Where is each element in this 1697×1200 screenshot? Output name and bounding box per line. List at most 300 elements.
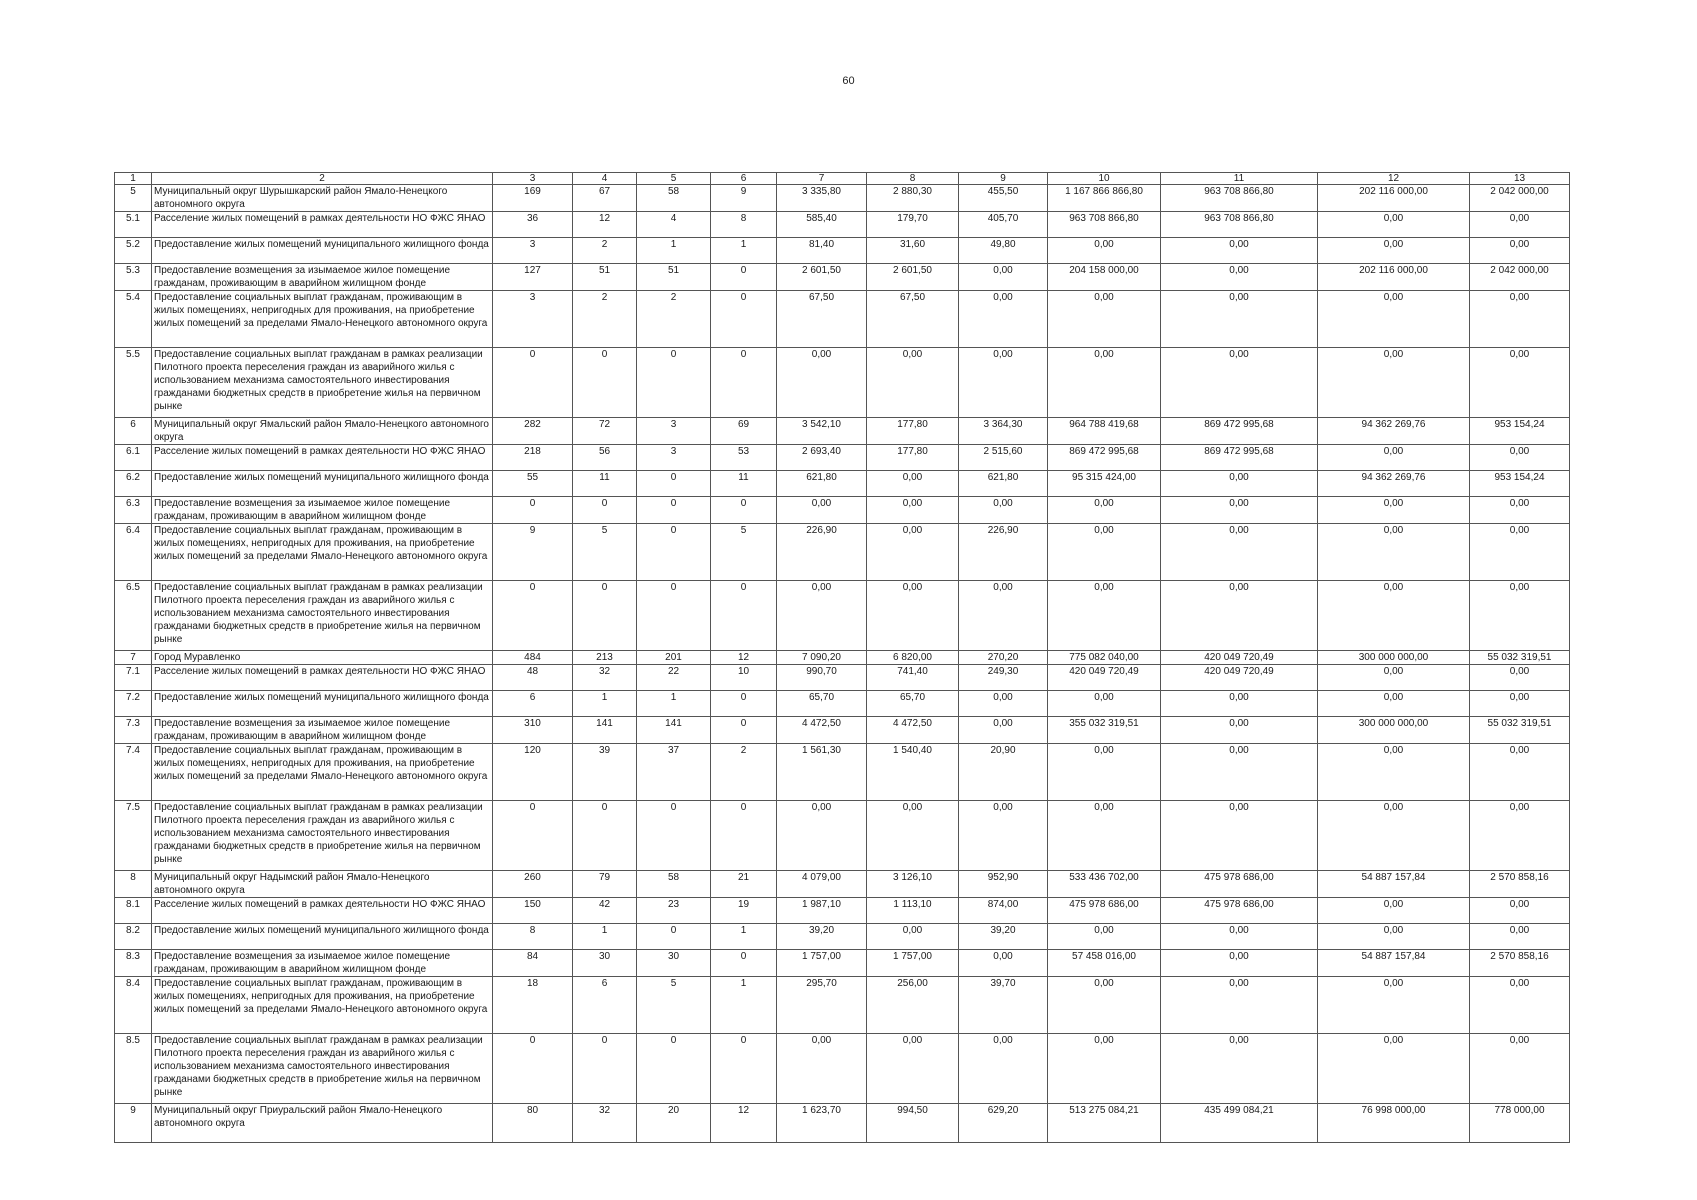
value-cell-col-7: 7 090,20 [777, 651, 867, 665]
value-cell-col-9: 3 364,30 [959, 418, 1048, 445]
table-row [115, 691, 1570, 717]
row-number-cell: 5.5 [115, 348, 152, 418]
description-cell: Предоставление социальных выплат гражданам в рамках реализации Пилотного проекта переселения граждан из аварийного жилья с использованием механизма самостоятельного инвестирования гражданами бюджетных средств в приобретение жилья на первичном рынке [152, 1034, 493, 1104]
value-cell-col-8: 2 880,30 [867, 185, 959, 212]
value-cell-col-6: 0 [711, 1034, 777, 1104]
description-cell: Расселение жилых помещений в рамках деятельности НО ФЖС ЯНАО [152, 212, 493, 238]
value-cell-col-9: 405,70 [959, 212, 1048, 238]
value-cell-col-13: 0,00 [1470, 977, 1570, 1034]
value-cell-col-5: 23 [637, 898, 711, 924]
value-cell-col-12: 0,00 [1318, 212, 1470, 238]
value-cell-col-5: 0 [637, 1034, 711, 1104]
value-cell-col-6: 1 [711, 924, 777, 950]
value-cell-col-11: 0,00 [1161, 291, 1318, 348]
value-cell-col-10: 0,00 [1048, 524, 1161, 581]
value-cell-col-4: 32 [573, 1104, 637, 1143]
value-cell-col-11: 0,00 [1161, 348, 1318, 418]
description-cell: Предоставление социальных выплат гражданам, проживающим в жилых помещениях, непригодных для проживания, на приобретение жилых помещений за пределами Ямало-Ненецкого автономного округа [152, 291, 493, 348]
value-cell-col-6: 19 [711, 898, 777, 924]
resettlement-table [114, 172, 1570, 1143]
value-cell-col-8: 177,80 [867, 418, 959, 445]
table-header-row [115, 173, 1570, 185]
value-cell-col-12: 202 116 000,00 [1318, 185, 1470, 212]
value-cell-col-12: 0,00 [1318, 744, 1470, 801]
description-cell: Предоставление жилых помещений муниципального жилищного фонда [152, 691, 493, 717]
row-number-cell: 9 [115, 1104, 152, 1143]
table-row [115, 977, 1570, 1034]
value-cell-col-12: 300 000 000,00 [1318, 717, 1470, 744]
value-cell-col-11: 963 708 866,80 [1161, 185, 1318, 212]
value-cell-col-10: 10 [1048, 173, 1161, 185]
value-cell-col-4: 30 [573, 950, 637, 977]
value-cell-col-4: 67 [573, 185, 637, 212]
description-cell: Предоставление социальных выплат гражданам, проживающим в жилых помещениях, непригодных для проживания, на приобретение жилых помещений за пределами Ямало-Ненецкого автономного округа [152, 744, 493, 801]
value-cell-col-5: 3 [637, 418, 711, 445]
table-row [115, 924, 1570, 950]
value-cell-col-9: 226,90 [959, 524, 1048, 581]
description-cell: Предоставление возмещения за изымаемое жилое помещение гражданам, проживающим в аварийном жилищном фонде [152, 264, 493, 291]
value-cell-col-3: 3 [493, 173, 573, 185]
value-cell-col-6: 0 [711, 264, 777, 291]
description-cell: Предоставление возмещения за изымаемое жилое помещение гражданам, проживающим в аварийном жилищном фонде [152, 717, 493, 744]
row-number-cell: 6.3 [115, 497, 152, 524]
value-cell-col-4: 5 [573, 524, 637, 581]
value-cell-col-10: 0,00 [1048, 291, 1161, 348]
value-cell-col-5: 0 [637, 524, 711, 581]
value-cell-col-9: 455,50 [959, 185, 1048, 212]
table-row [115, 238, 1570, 264]
table-row [115, 898, 1570, 924]
value-cell-col-3: 84 [493, 950, 573, 977]
value-cell-col-5: 2 [637, 291, 711, 348]
row-number-cell: 8 [115, 871, 152, 898]
value-cell-col-7: 1 561,30 [777, 744, 867, 801]
table-body [115, 173, 1570, 1143]
value-cell-col-6: 0 [711, 717, 777, 744]
value-cell-col-9: 629,20 [959, 1104, 1048, 1143]
value-cell-col-5: 51 [637, 264, 711, 291]
value-cell-col-6: 6 [711, 173, 777, 185]
description-cell: Муниципальный округ Надымский район Ямало-Ненецкого автономного округа [152, 871, 493, 898]
row-number-cell: 5.2 [115, 238, 152, 264]
value-cell-col-13: 953 154,24 [1470, 418, 1570, 445]
value-cell-col-13: 0,00 [1470, 898, 1570, 924]
table-row [115, 871, 1570, 898]
value-cell-col-10: 0,00 [1048, 348, 1161, 418]
value-cell-col-9: 0,00 [959, 1034, 1048, 1104]
value-cell-col-13: 2 042 000,00 [1470, 264, 1570, 291]
value-cell-col-12: 0,00 [1318, 691, 1470, 717]
value-cell-col-8: 0,00 [867, 471, 959, 497]
description-cell: Предоставление социальных выплат гражданам, проживающим в жилых помещениях, непригодных для проживания, на приобретение жилых помещений за пределами Ямало-Ненецкого автономного округа [152, 524, 493, 581]
value-cell-col-11: 435 499 084,21 [1161, 1104, 1318, 1143]
value-cell-col-4: 72 [573, 418, 637, 445]
value-cell-col-4: 42 [573, 898, 637, 924]
value-cell-col-12: 0,00 [1318, 924, 1470, 950]
value-cell-col-3: 310 [493, 717, 573, 744]
value-cell-col-9: 874,00 [959, 898, 1048, 924]
value-cell-col-4: 79 [573, 871, 637, 898]
value-cell-col-5: 1 [637, 691, 711, 717]
value-cell-col-13: 55 032 319,51 [1470, 651, 1570, 665]
row-number-cell: 7 [115, 651, 152, 665]
value-cell-col-9: 0,00 [959, 717, 1048, 744]
value-cell-col-6: 0 [711, 581, 777, 651]
value-cell-col-8: 4 472,50 [867, 717, 959, 744]
value-cell-col-6: 0 [711, 348, 777, 418]
value-cell-col-6: 1 [711, 977, 777, 1034]
value-cell-col-3: 3 [493, 238, 573, 264]
value-cell-col-9: 0,00 [959, 801, 1048, 871]
value-cell-col-3: 9 [493, 524, 573, 581]
value-cell-col-13: 0,00 [1470, 665, 1570, 691]
value-cell-col-11: 0,00 [1161, 497, 1318, 524]
value-cell-col-11: 475 978 686,00 [1161, 871, 1318, 898]
value-cell-col-3: 282 [493, 418, 573, 445]
value-cell-col-7: 1 757,00 [777, 950, 867, 977]
value-cell-col-11: 0,00 [1161, 977, 1318, 1034]
table-row [115, 651, 1570, 665]
value-cell-col-10: 95 315 424,00 [1048, 471, 1161, 497]
value-cell-col-8: 994,50 [867, 1104, 959, 1143]
value-cell-col-6: 12 [711, 651, 777, 665]
value-cell-col-7: 0,00 [777, 581, 867, 651]
value-cell-col-4: 32 [573, 665, 637, 691]
value-cell-col-7: 39,20 [777, 924, 867, 950]
value-cell-col-12: 0,00 [1318, 977, 1470, 1034]
value-cell-col-11: 420 049 720,49 [1161, 665, 1318, 691]
value-cell-col-7: 990,70 [777, 665, 867, 691]
value-cell-col-8: 1 540,40 [867, 744, 959, 801]
value-cell-col-11: 0,00 [1161, 691, 1318, 717]
value-cell-col-11: 0,00 [1161, 744, 1318, 801]
value-cell-col-8: 2 601,50 [867, 264, 959, 291]
value-cell-col-13: 0,00 [1470, 744, 1570, 801]
value-cell-col-3: 8 [493, 924, 573, 950]
value-cell-col-7: 2 601,50 [777, 264, 867, 291]
table-row [115, 665, 1570, 691]
value-cell-col-8: 0,00 [867, 524, 959, 581]
table-row [115, 524, 1570, 581]
value-cell-col-3: 127 [493, 264, 573, 291]
value-cell-col-5: 22 [637, 665, 711, 691]
value-cell-col-7: 67,50 [777, 291, 867, 348]
value-cell-col-12: 0,00 [1318, 665, 1470, 691]
value-cell-col-8: 0,00 [867, 348, 959, 418]
value-cell-col-5: 30 [637, 950, 711, 977]
page-number: 60 [842, 75, 855, 87]
value-cell-col-9: 39,70 [959, 977, 1048, 1034]
value-cell-col-3: 150 [493, 898, 573, 924]
value-cell-col-12: 0,00 [1318, 1034, 1470, 1104]
value-cell-col-6: 0 [711, 497, 777, 524]
value-cell-col-6: 8 [711, 212, 777, 238]
value-cell-col-8: 177,80 [867, 445, 959, 471]
value-cell-col-5: 0 [637, 348, 711, 418]
value-cell-col-10: 355 032 319,51 [1048, 717, 1161, 744]
value-cell-col-4: 1 [573, 691, 637, 717]
value-cell-col-3: 0 [493, 1034, 573, 1104]
table-row [115, 950, 1570, 977]
value-cell-col-10: 475 978 686,00 [1048, 898, 1161, 924]
value-cell-col-5: 5 [637, 173, 711, 185]
value-cell-col-12: 0,00 [1318, 898, 1470, 924]
description-cell: Предоставление жилых помещений муниципального жилищного фонда [152, 471, 493, 497]
value-cell-col-9: 249,30 [959, 665, 1048, 691]
row-number-cell: 7.1 [115, 665, 152, 691]
value-cell-col-3: 218 [493, 445, 573, 471]
value-cell-col-13: 0,00 [1470, 348, 1570, 418]
value-cell-col-8: 1 113,10 [867, 898, 959, 924]
value-cell-col-8: 0,00 [867, 581, 959, 651]
row-number-cell: 5.3 [115, 264, 152, 291]
value-cell-col-4: 213 [573, 651, 637, 665]
value-cell-col-7: 1 623,70 [777, 1104, 867, 1143]
description-cell: Расселение жилых помещений в рамках деятельности НО ФЖС ЯНАО [152, 898, 493, 924]
value-cell-col-4: 39 [573, 744, 637, 801]
value-cell-col-13: 0,00 [1470, 1034, 1570, 1104]
value-cell-col-4: 1 [573, 924, 637, 950]
value-cell-col-12: 0,00 [1318, 801, 1470, 871]
value-cell-col-7: 4 472,50 [777, 717, 867, 744]
description-cell: Предоставление социальных выплат гражданам в рамках реализации Пилотного проекта переселения граждан из аварийного жилья с использованием механизма самостоятельного инвестирования гражданами бюджетных средств в приобретение жилья на первичном рынке [152, 801, 493, 871]
value-cell-col-6: 12 [711, 1104, 777, 1143]
value-cell-col-6: 21 [711, 871, 777, 898]
value-cell-col-3: 6 [493, 691, 573, 717]
value-cell-col-7: 3 335,80 [777, 185, 867, 212]
value-cell-col-11: 0,00 [1161, 717, 1318, 744]
value-cell-col-6: 69 [711, 418, 777, 445]
value-cell-col-5: 141 [637, 717, 711, 744]
value-cell-col-10: 0,00 [1048, 801, 1161, 871]
table-row [115, 291, 1570, 348]
value-cell-col-3: 260 [493, 871, 573, 898]
value-cell-col-10: 420 049 720,49 [1048, 665, 1161, 691]
value-cell-col-3: 484 [493, 651, 573, 665]
value-cell-col-13: 0,00 [1470, 801, 1570, 871]
value-cell-col-6: 53 [711, 445, 777, 471]
value-cell-col-4: 51 [573, 264, 637, 291]
value-cell-col-10: 0,00 [1048, 744, 1161, 801]
value-cell-col-8: 0,00 [867, 1034, 959, 1104]
value-cell-col-9: 0,00 [959, 691, 1048, 717]
value-cell-col-7: 0,00 [777, 1034, 867, 1104]
value-cell-col-7: 0,00 [777, 497, 867, 524]
value-cell-col-13: 2 570 858,16 [1470, 950, 1570, 977]
value-cell-col-12: 94 362 269,76 [1318, 471, 1470, 497]
value-cell-col-7: 65,70 [777, 691, 867, 717]
value-cell-col-8: 256,00 [867, 977, 959, 1034]
value-cell-col-3: 3 [493, 291, 573, 348]
value-cell-col-8: 67,50 [867, 291, 959, 348]
value-cell-col-6: 9 [711, 185, 777, 212]
row-number-cell: 6.5 [115, 581, 152, 651]
value-cell-col-6: 0 [711, 691, 777, 717]
value-cell-col-3: 18 [493, 977, 573, 1034]
value-cell-col-5: 20 [637, 1104, 711, 1143]
value-cell-col-7: 585,40 [777, 212, 867, 238]
value-cell-col-13: 953 154,24 [1470, 471, 1570, 497]
description-cell: Муниципальный округ Приуральский район Ямало-Ненецкого автономного округа [152, 1104, 493, 1143]
value-cell-col-13: 0,00 [1470, 524, 1570, 581]
value-cell-col-9: 621,80 [959, 471, 1048, 497]
value-cell-col-6: 2 [711, 744, 777, 801]
row-number-cell: 6.1 [115, 445, 152, 471]
value-cell-col-11: 0,00 [1161, 801, 1318, 871]
value-cell-col-12: 0,00 [1318, 238, 1470, 264]
value-cell-col-13: 0,00 [1470, 445, 1570, 471]
value-cell-col-6: 0 [711, 950, 777, 977]
value-cell-col-7: 2 693,40 [777, 445, 867, 471]
value-cell-col-9: 0,00 [959, 950, 1048, 977]
description-cell: Предоставление социальных выплат гражданам в рамках реализации Пилотного проекта переселения граждан из аварийного жилья с использованием механизма самостоятельного инвестирования гражданами бюджетных средств в приобретение жилья на первичном рынке [152, 581, 493, 651]
value-cell-col-6: 1 [711, 238, 777, 264]
value-cell-col-3: 55 [493, 471, 573, 497]
value-cell-col-6: 0 [711, 801, 777, 871]
description-cell: Предоставление социальных выплат гражданам в рамках реализации Пилотного проекта переселения граждан из аварийного жилья с использованием механизма самостоятельного инвестирования гражданами бюджетных средств в приобретение жилья на первичном рынке [152, 348, 493, 418]
table-row [115, 717, 1570, 744]
description-cell: Муниципальный округ Ямальский район Ямало-Ненецкого автономного округа [152, 418, 493, 445]
value-cell-col-11: 475 978 686,00 [1161, 898, 1318, 924]
value-cell-col-4: 0 [573, 497, 637, 524]
value-cell-col-9: 20,90 [959, 744, 1048, 801]
value-cell-col-10: 964 788 419,68 [1048, 418, 1161, 445]
row-number-cell: 8.2 [115, 924, 152, 950]
value-cell-col-5: 1 [637, 238, 711, 264]
value-cell-col-9: 0,00 [959, 497, 1048, 524]
value-cell-col-12: 0,00 [1318, 445, 1470, 471]
value-cell-col-8: 0,00 [867, 497, 959, 524]
value-cell-col-4: 12 [573, 212, 637, 238]
value-cell-col-12: 0,00 [1318, 497, 1470, 524]
value-cell-col-13: 0,00 [1470, 497, 1570, 524]
row-number-cell: 5 [115, 185, 152, 212]
value-cell-col-7: 81,40 [777, 238, 867, 264]
value-cell-col-7: 621,80 [777, 471, 867, 497]
value-cell-col-8: 0,00 [867, 924, 959, 950]
value-cell-col-13: 13 [1470, 173, 1570, 185]
value-cell-col-12: 300 000 000,00 [1318, 651, 1470, 665]
value-cell-col-13: 0,00 [1470, 238, 1570, 264]
value-cell-col-3: 48 [493, 665, 573, 691]
value-cell-col-5: 58 [637, 871, 711, 898]
value-cell-col-10: 0,00 [1048, 497, 1161, 524]
value-cell-col-9: 0,00 [959, 264, 1048, 291]
value-cell-col-10: 533 436 702,00 [1048, 871, 1161, 898]
value-cell-col-3: 0 [493, 497, 573, 524]
value-cell-col-4: 11 [573, 471, 637, 497]
value-cell-col-4: 0 [573, 1034, 637, 1104]
value-cell-col-5: 0 [637, 924, 711, 950]
value-cell-col-10: 963 708 866,80 [1048, 212, 1161, 238]
value-cell-col-5: 37 [637, 744, 711, 801]
table-row [115, 212, 1570, 238]
value-cell-col-10: 0,00 [1048, 691, 1161, 717]
value-cell-col-9: 0,00 [959, 348, 1048, 418]
row-number-cell: 7.4 [115, 744, 152, 801]
value-cell-col-12: 0,00 [1318, 524, 1470, 581]
value-cell-col-4: 0 [573, 581, 637, 651]
value-cell-col-11: 963 708 866,80 [1161, 212, 1318, 238]
table-row [115, 348, 1570, 418]
row-number-cell: 8.1 [115, 898, 152, 924]
value-cell-col-5: 0 [637, 581, 711, 651]
row-number-cell: 8.5 [115, 1034, 152, 1104]
value-cell-col-8: 65,70 [867, 691, 959, 717]
value-cell-col-4: 4 [573, 173, 637, 185]
value-cell-col-10: 0,00 [1048, 1034, 1161, 1104]
value-cell-col-10: 1 167 866 866,80 [1048, 185, 1161, 212]
value-cell-col-13: 0,00 [1470, 291, 1570, 348]
value-cell-col-10: 513 275 084,21 [1048, 1104, 1161, 1143]
description-cell: Расселение жилых помещений в рамках деятельности НО ФЖС ЯНАО [152, 445, 493, 471]
value-cell-col-7: 0,00 [777, 348, 867, 418]
value-cell-col-11: 0,00 [1161, 950, 1318, 977]
value-cell-col-5: 58 [637, 185, 711, 212]
description-cell: Предоставление социальных выплат гражданам, проживающим в жилых помещениях, непригодных для проживания, на приобретение жилых помещений за пределами Ямало-Ненецкого автономного округа [152, 977, 493, 1034]
table-row [115, 418, 1570, 445]
value-cell-col-11: 0,00 [1161, 581, 1318, 651]
value-cell-col-12: 54 887 157,84 [1318, 871, 1470, 898]
row-number-cell: 6.2 [115, 471, 152, 497]
value-cell-col-6: 5 [711, 524, 777, 581]
value-cell-col-13: 2 570 858,16 [1470, 871, 1570, 898]
value-cell-col-3: 120 [493, 744, 573, 801]
value-cell-col-9: 952,90 [959, 871, 1048, 898]
description-cell: Предоставление возмещения за изымаемое жилое помещение гражданам, проживающим в аварийном жилищном фонде [152, 950, 493, 977]
table-row [115, 185, 1570, 212]
value-cell-col-9: 0,00 [959, 291, 1048, 348]
row-number-cell: 8.3 [115, 950, 152, 977]
value-cell-col-8: 179,70 [867, 212, 959, 238]
value-cell-col-3: 36 [493, 212, 573, 238]
value-cell-col-11: 11 [1161, 173, 1318, 185]
value-cell-col-5: 3 [637, 445, 711, 471]
value-cell-col-11: 0,00 [1161, 471, 1318, 497]
value-cell-col-9: 39,20 [959, 924, 1048, 950]
value-cell-col-3: 0 [493, 581, 573, 651]
value-cell-col-4: 0 [573, 348, 637, 418]
value-cell-col-5: 201 [637, 651, 711, 665]
table-row [115, 445, 1570, 471]
value-cell-col-12: 0,00 [1318, 291, 1470, 348]
value-cell-col-12: 94 362 269,76 [1318, 418, 1470, 445]
value-cell-col-12: 202 116 000,00 [1318, 264, 1470, 291]
row-number-cell: 7.2 [115, 691, 152, 717]
description-cell: Расселение жилых помещений в рамках деятельности НО ФЖС ЯНАО [152, 665, 493, 691]
value-cell-col-3: 80 [493, 1104, 573, 1143]
value-cell-col-6: 10 [711, 665, 777, 691]
value-cell-col-5: 0 [637, 801, 711, 871]
value-cell-col-6: 0 [711, 291, 777, 348]
value-cell-col-8: 0,00 [867, 801, 959, 871]
table-row [115, 801, 1570, 871]
table-row [115, 744, 1570, 801]
row-number-cell: 6 [115, 418, 152, 445]
table-row [115, 264, 1570, 291]
value-cell-col-5: 4 [637, 212, 711, 238]
value-cell-col-9: 9 [959, 173, 1048, 185]
value-cell-col-11: 869 472 995,68 [1161, 418, 1318, 445]
value-cell-col-9: 0,00 [959, 581, 1048, 651]
table-row [115, 1034, 1570, 1104]
value-cell-col-10: 869 472 995,68 [1048, 445, 1161, 471]
value-cell-col-5: 0 [637, 471, 711, 497]
description-cell: Предоставление жилых помещений муниципального жилищного фонда [152, 238, 493, 264]
description-cell: 2 [152, 173, 493, 185]
value-cell-col-11: 0,00 [1161, 924, 1318, 950]
value-cell-col-3: 0 [493, 348, 573, 418]
